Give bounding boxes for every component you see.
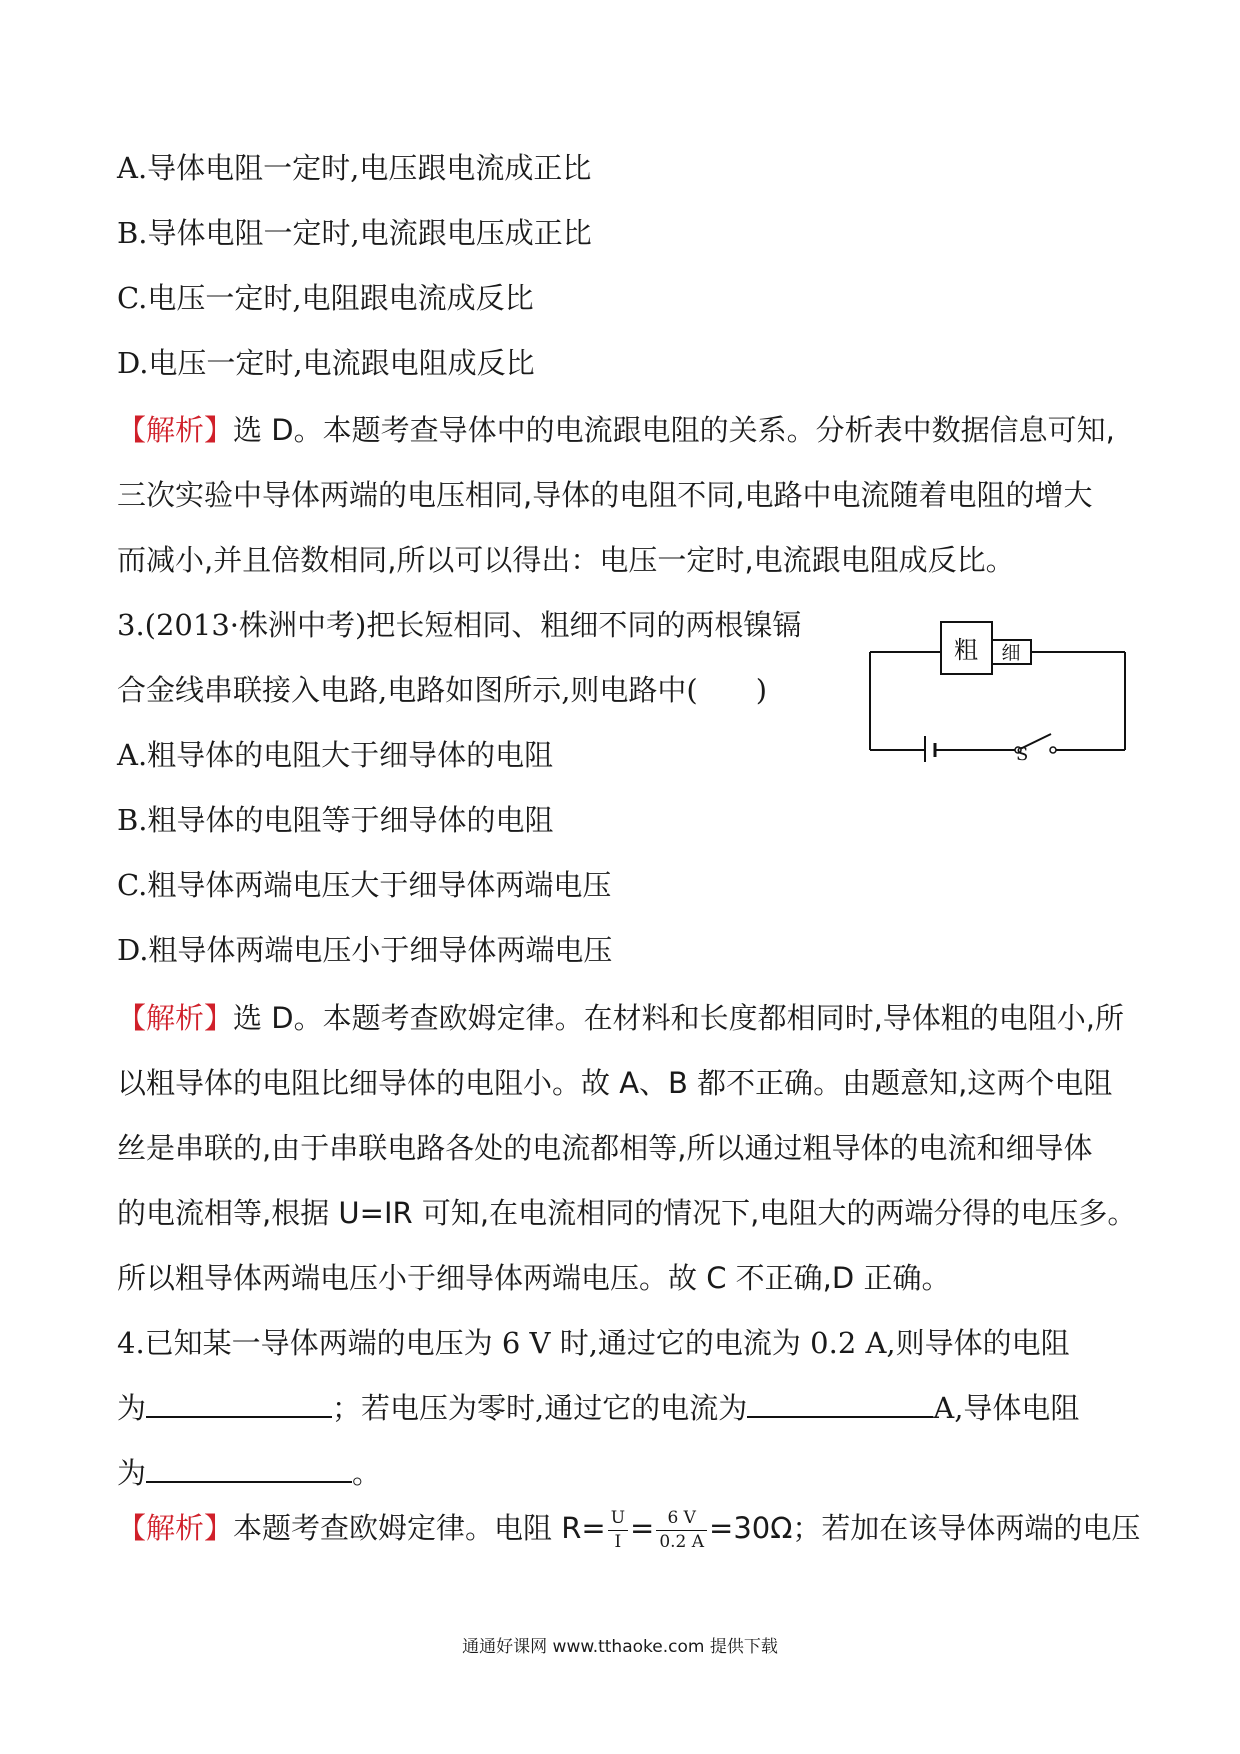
q3-analysis-line3: 丝是串联的,由于串联电路各处的电流都相等,所以通过粗导体的电流和细导体 [117, 1131, 1093, 1165]
q3-stem-line1: 3.(2013·株洲中考)把长短相同、粗细不同的两根镍镉 [117, 608, 802, 642]
q4-line3 [117, 1451, 381, 1492]
answer-blank-current[interactable] [747, 1392, 933, 1418]
switch-label-text: S [1016, 744, 1029, 762]
fraction-values [656, 1507, 707, 1552]
fraction-numerator: U [608, 1510, 628, 1531]
analysis-tag: 【解析】 [117, 1511, 234, 1545]
analysis-text: 选 D。本题考查欧姆定律。在材料和长度都相同时,导体粗的电阻小,所 [233, 1001, 1125, 1035]
equals-sign: = [630, 1511, 655, 1545]
q3-option-b: B.粗导体的电阻等于细导体的电阻 [117, 803, 554, 837]
answer-blank-resistance[interactable] [146, 1392, 332, 1418]
q4-text: A,导体电阻 [933, 1391, 1080, 1425]
fraction-denominator: 0.2 A [659, 1531, 705, 1552]
q3-analysis-line5: 所以粗导体两端电压小于细导体两端电压。故 C 不正确,D 正确。 [117, 1261, 951, 1295]
q4-text: 为 [117, 1391, 147, 1425]
thick-label: 粗 [954, 636, 978, 664]
analysis-tag: 【解析】 [117, 1001, 234, 1035]
fraction-denominator: I [614, 1531, 622, 1552]
q2-analysis-line2: 三次实验中导体两端的电压相同,导体的电阻不同,电路中电流随着电阻的增大 [117, 478, 1093, 512]
thin-label: 细 [1001, 642, 1021, 664]
fraction-numerator: 6 V [656, 1510, 707, 1531]
q2-option-d: D.电压一定时,电流跟电阻成反比 [117, 346, 535, 380]
q2-analysis-line1 [117, 408, 1115, 449]
q2-analysis-line3: 而减小,并且倍数相同,所以可以得出：电压一定时,电流跟电阻成反比。 [117, 543, 1015, 577]
q3-analysis-line4: 的电流相等,根据 U=IR 可知,在电流相同的情况下,电阻大的两端分得的电压多。 [117, 1196, 1137, 1230]
q3-analysis-line2: 以粗导体的电阻比细导体的电阻小。故 A、B 都不正确。由题意知,这两个电阻 [117, 1066, 1113, 1100]
q4-text: 为 [117, 1456, 147, 1490]
q3-stem-line2: 合金线串联接入电路,电路如图所示,则电路中( ) [117, 673, 768, 707]
switch-contact [1050, 747, 1056, 753]
analysis-text: 本题考查欧姆定律。电阻 R= [233, 1511, 606, 1545]
q4-text: 。 [352, 1456, 382, 1490]
circuit-diagram [868, 612, 1138, 762]
q3-option-c: C.粗导体两端电压大于细导体两端电压 [117, 868, 612, 902]
q2-option-b: B.导体电阻一定时,电流跟电压成正比 [117, 216, 592, 250]
q3-option-d: D.粗导体两端电压小于细导体两端电压 [117, 933, 613, 967]
analysis-tag: 【解析】 [117, 413, 234, 447]
q2-option-a: A.导体电阻一定时,电压跟电流成正比 [117, 151, 592, 185]
q2-option-c: C.电压一定时,电阻跟电流成反比 [117, 281, 534, 315]
answer-blank-resistance-zero[interactable] [146, 1457, 352, 1483]
q3-option-a: A.粗导体的电阻大于细导体的电阻 [117, 738, 554, 772]
q4-line2 [117, 1386, 1079, 1427]
page-footer: 通通好课网 www.tthaoke.com 提供下载 [462, 1637, 778, 1657]
q4-analysis-line1 [117, 1506, 1140, 1551]
q4-line1: 4.已知某一导体两端的电压为 6 V 时,通过它的电流为 0.2 A,则导体的电阻 [117, 1326, 1070, 1360]
analysis-text: =30Ω；若加在该导体两端的电压 [709, 1511, 1141, 1545]
q3-analysis-line1 [117, 996, 1124, 1037]
analysis-text: 选 D。本题考查导体中的电流跟电阻的关系。分析表中数据信息可知, [233, 413, 1115, 447]
fraction-u-over-i [608, 1507, 628, 1552]
q4-text: ；若电压为零时,通过它的电流为 [332, 1391, 748, 1425]
